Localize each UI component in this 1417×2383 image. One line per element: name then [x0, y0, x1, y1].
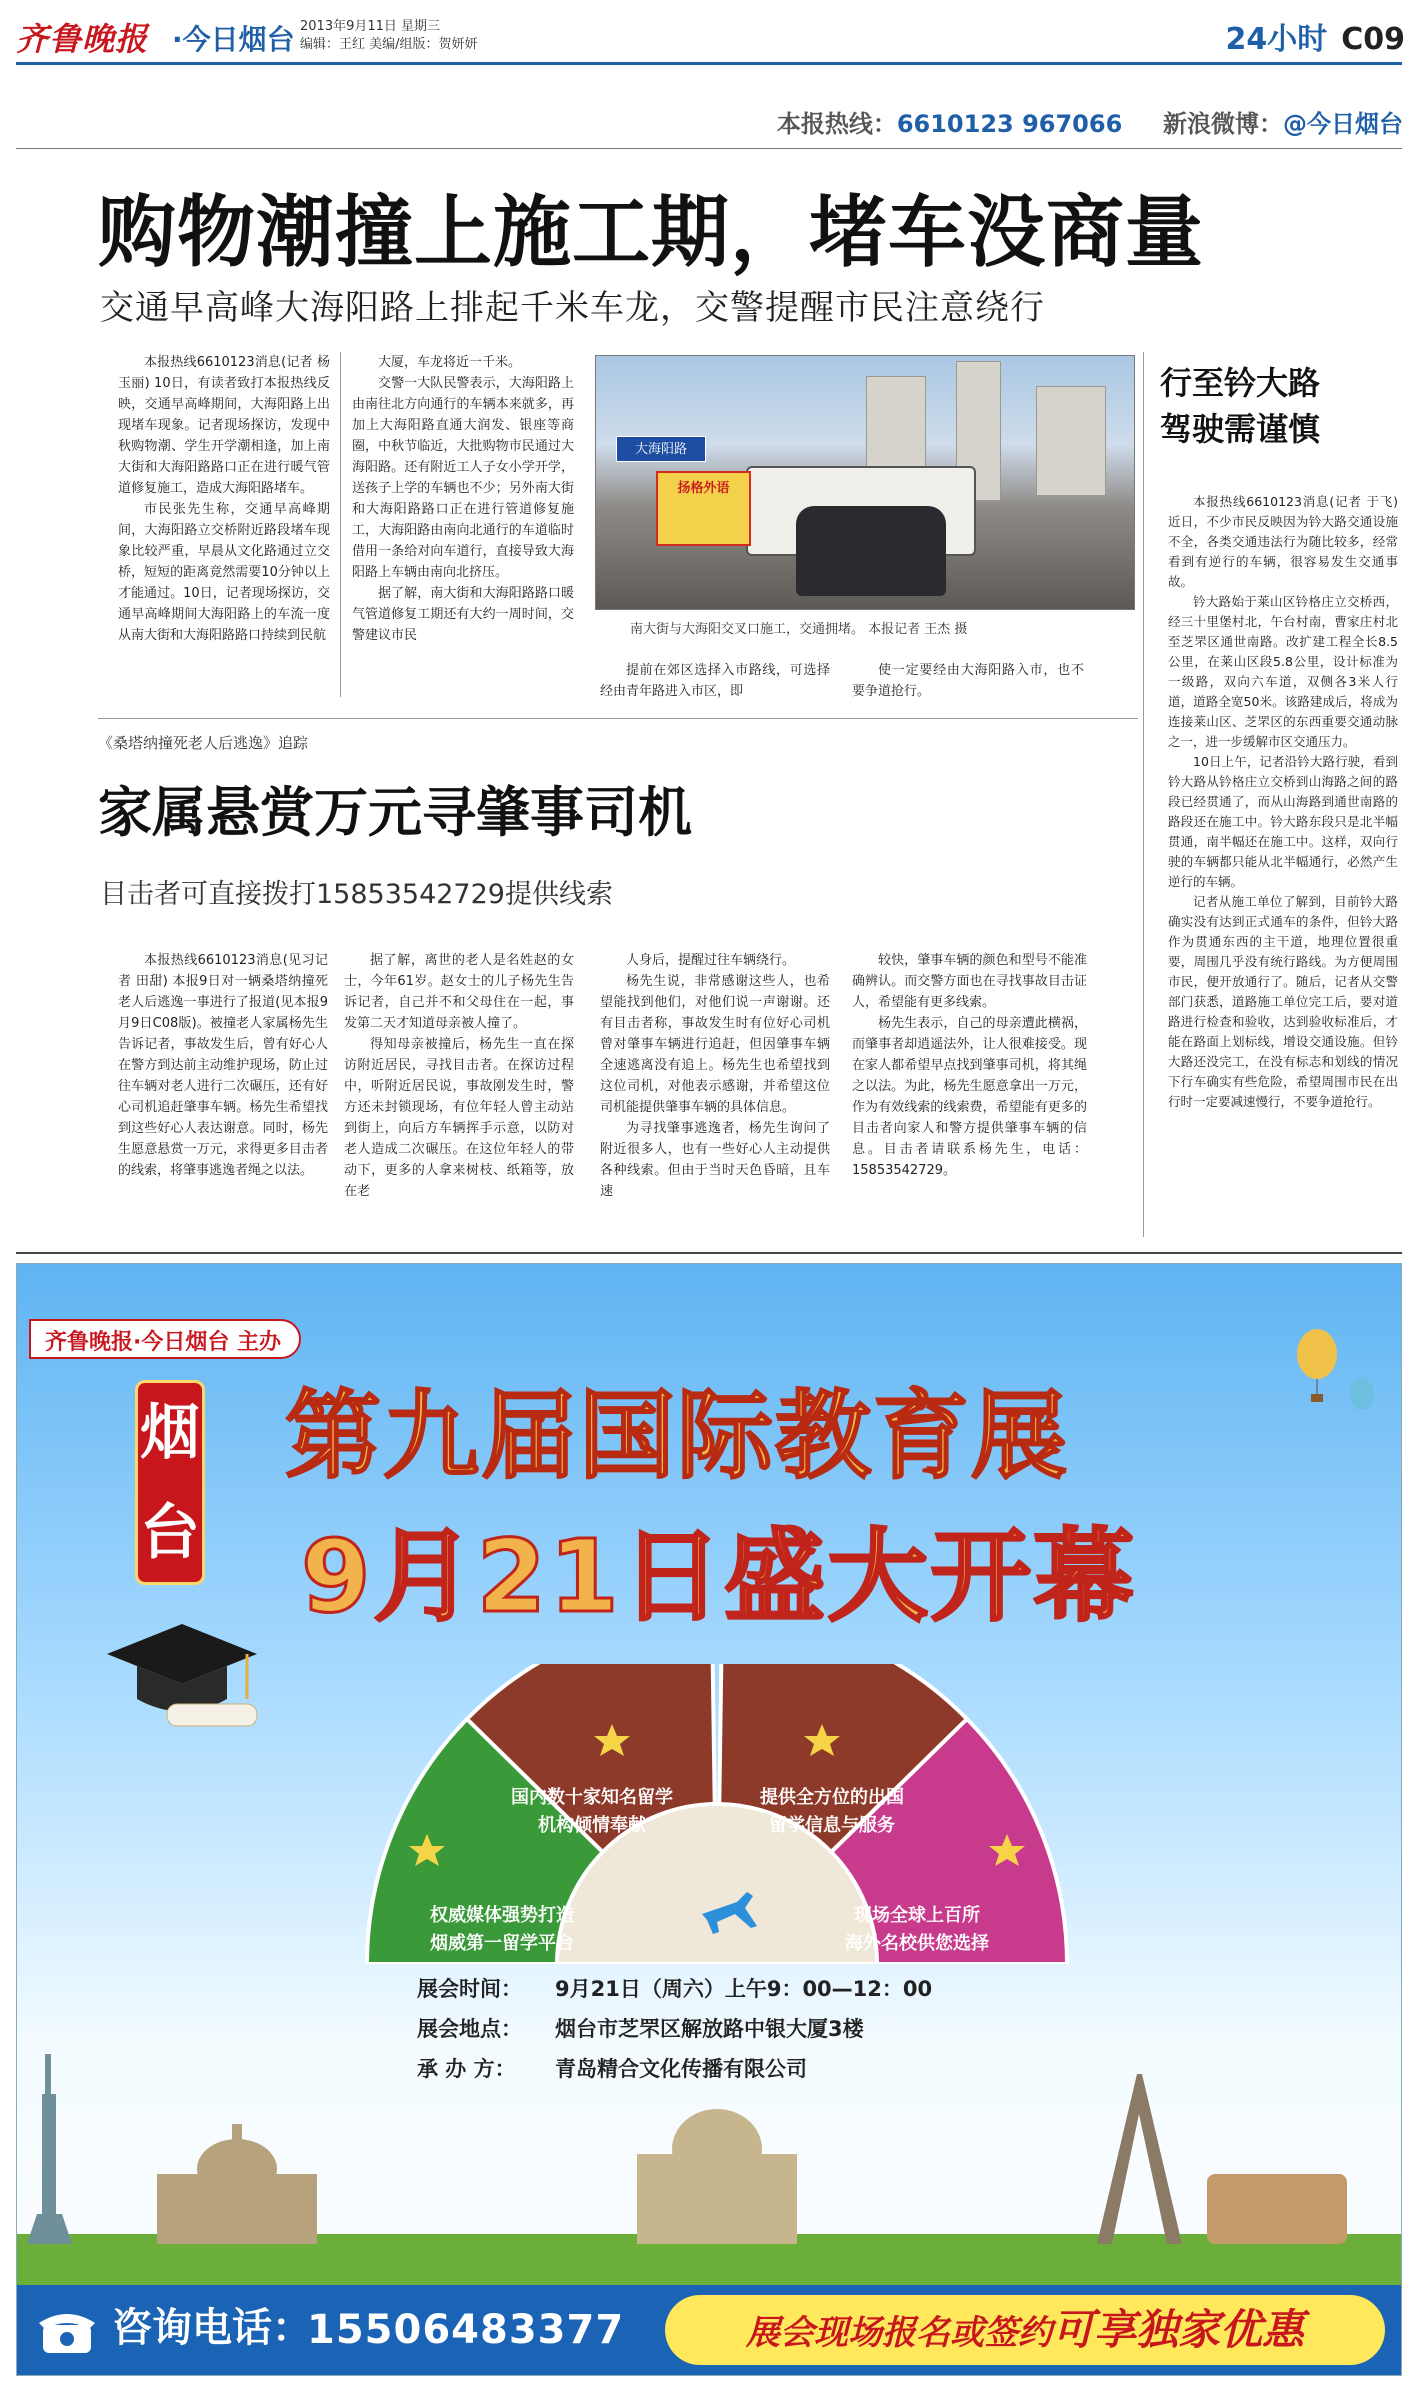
ad-phone-number: 15506483377 [307, 2307, 625, 2353]
ad-city-badge: 烟台 [135, 1380, 205, 1585]
ad-info-label: 展会地点： [417, 2017, 522, 2041]
story2-column-3 [600, 950, 830, 1240]
page-indicator [1225, 14, 1405, 58]
story1-column-1 [118, 352, 330, 697]
ad-info-value: 青岛精合文化传播有限公司 [555, 2057, 807, 2081]
paragraph: 10日上午，记者沿钤大路行驶，看到钤大路从钤格庄立交桥到山海路之间的路段已经贯通了，而从山海路到通世南路的路段还在施工中。钤大路东段只是北半幅贯通，南半幅还在施工中。这样，双向行驶的车辆都只能从北半幅通行，必然产生逆行的车辆。 [1168, 754, 1398, 889]
story1-column-2 [352, 352, 574, 697]
masthead-rule [16, 62, 1402, 65]
capitol-icon [157, 2124, 317, 2244]
sidebar-title-line: 驾驶需谨慎 [1160, 410, 1321, 448]
ad-promo-text: 展会现场报名或签约 [745, 2313, 1052, 2353]
fan-label-line: 提供全方位的出国 [760, 1787, 904, 1808]
fan-label-line: 国内数十家知名留学 [511, 1787, 673, 1808]
paragraph: 本报热线6610123消息(记者 杨玉丽) 10日，有读者致打本报热线反映，交通早高峰期间，大海阳路上出现堵车现象。记者现场探访，发现中秋购物潮、学生开学潮相逢，加上南大街和大海阳路路口正在进行暖气管道修复施工，造成大海阳路堵车。 [118, 355, 330, 496]
street-sign: 大海阳路 [616, 436, 706, 462]
story-divider [98, 718, 1138, 719]
education-expo-ad [16, 1263, 1402, 2376]
paragraph: 杨先生表示，自己的母亲遭此横祸，而肇事者却逍遥法外，让人很难接受。现在家人都希望早点找到肇事司机，将其绳之以法。为此，杨先生愿意拿出一万元，作为有效线索的线索费，希望能有更多的目击者向家人和警方提供肇事车辆的信息。目击者请联系杨先生，电话：15853542729。 [852, 1016, 1087, 1178]
fan-label [807, 1902, 1027, 1958]
dateline [300, 18, 478, 54]
hotline-label: 本报热线： [776, 110, 897, 138]
page-number: C09 [1341, 22, 1405, 57]
ad-info-value: 9月21日（周六）上午9：00—12：00 [555, 1977, 933, 2001]
statue-of-liberty-icon [27, 2054, 72, 2244]
section-name: ·今日烟台 [172, 23, 295, 56]
fan-label [717, 1784, 947, 1840]
sidebar-body [1168, 492, 1398, 1237]
story2-column-4 [852, 950, 1087, 1240]
weibo-label: 新浪微博： [1163, 110, 1283, 138]
paragraph: 杨先生说，非常感谢这些人，也希望能找到他们，对他们说一声谢谢。还有目击者称，事故发生时有位好心司机曾对肇事车辆进行追赶，但因肇事车辆全速逃离没有追上。杨先生也希望找到这位司机，对他表示感谢，并希望这位司机能提供肇事车辆的具体信息。 [600, 974, 830, 1115]
paragraph: 大厦，车龙将近一千米。 [378, 355, 522, 370]
paragraph: 本报热线6610123消息(记者 于飞) 近日，不少市民反映因为钤大路交通设施不全，各类交通违法行为随比较多，经常看到有逆行的车辆，很容易发生交通事故。 [1168, 494, 1398, 589]
ad-sponsor-badge: 齐鲁晚报·今日烟台 主办 [29, 1319, 301, 1359]
paragraph: 人身后，提醒过往车辆绕行。 [626, 953, 796, 968]
fan-label-line: 权威媒体强势打造 [430, 1905, 574, 1926]
paragraph: 为寻找肇事逃逸者，杨先生询问了附近很多人，也有一些好心人主动提供各种线索。但由于当时天色昏暗，且车速 [600, 1121, 830, 1199]
fan-label-line: 留学信息与服务 [769, 1815, 895, 1836]
fan-label-line: 海外名校供您选择 [845, 1933, 989, 1954]
paragraph: 提前在郊区选择入市路线，可选择经由青年路进入市区，即 [600, 663, 830, 699]
news-photo [595, 355, 1135, 610]
story2-column-1 [118, 950, 328, 1240]
ad-info-label: 承 办 方： [417, 2057, 516, 2081]
fan-label-line: 现场全球上百所 [854, 1905, 980, 1926]
colosseum-icon [1207, 2174, 1347, 2244]
ad-info-label: 展会时间： [417, 1977, 522, 2001]
landmarks-illustration [17, 2034, 1402, 2294]
story1-column-4 [852, 660, 1084, 702]
graduation-cap-icon [97, 1604, 267, 1744]
staff-text: 编辑：王红 美编/组版：贺妍妍 [300, 37, 478, 52]
ad-title-line1: 第九届国际教育展 [285, 1380, 1069, 1492]
shop-sign: 扬格外语 [656, 471, 751, 546]
paragraph: 使一定要经由大海阳路入市，也不要争道抢行。 [852, 663, 1084, 699]
paragraph: 据了解，南大街和大海阳路路口暖气管道修复工期还有大约一周时间，交警建议市民 [352, 586, 574, 643]
date-text: 2013年9月11日 星期三 [300, 19, 441, 34]
photo-caption: 南大街与大海阳交叉口施工，交通拥堵。 本报记者 王杰 摄 [630, 622, 968, 637]
story1-subhead: 交通早高峰大海阳路上排起千米车龙，交警提醒市民注意绕行 [100, 288, 1045, 328]
story2-column-2 [344, 950, 574, 1240]
story2-headline: 家属悬赏万元寻肇事司机 [98, 780, 692, 844]
cathedral-icon [637, 2109, 797, 2244]
sidebar-title [1160, 360, 1320, 452]
ad-promo-banner [665, 2295, 1385, 2365]
paragraph: 较快，肇事车辆的颜色和型号不能准确辨认。而交警方面也在寻找事故目击证人，希望能有更多线索。 [852, 953, 1087, 1010]
fan-label [392, 1902, 612, 1958]
building-shape [1036, 386, 1106, 496]
story2-kicker: 《桑塔纳撞死老人后逃逸》追踪 [98, 734, 309, 752]
paragraph: 得知母亲被撞后，杨先生一直在探访附近居民，寻找目击者。在探访过程中，听附近居民说，事故刚发生时，警方还未封锁现场，有位年轻人曾主动站到街上，向后方车辆挥手示意，以防对老人造成二次碾压。在这位年轻人的带动下，更多的人拿来树枝、纸箱等，放在老 [344, 1037, 574, 1199]
weibo-handle: @今日烟台 [1283, 110, 1403, 138]
ad-phone-label: 咨询电话： [112, 2305, 312, 2351]
eiffel-tower-icon [1097, 2074, 1182, 2244]
story1-headline: 购物潮撞上施工期，堵车没商量 [98, 187, 1205, 278]
paragraph: 据了解，离世的老人是名姓赵的女士，今年61岁。赵女士的儿子杨先生告诉记者，自己并不和父母住在一起，事发第二天才知道母亲被人撞了。 [344, 953, 574, 1031]
hotline-numbers: 6610123 967066 [896, 110, 1123, 138]
telephone-icon [37, 2305, 97, 2357]
fan-label-line: 机构倾情奉献 [538, 1815, 646, 1836]
paragraph: 市民张先生称，交通早高峰期间，大海阳路立交桥附近路段堵车现象比较严重，早晨从文化路通过立交桥，短短的距离竟然需要10分钟以上才能通过。10日，记者现场探访，交通早高峰期间大海阳路上的车流一度从南大街和大海阳路路口持续到民航 [118, 502, 330, 643]
balloon-icon [1287, 1324, 1387, 1444]
ad-divider [16, 1252, 1402, 1254]
newspaper-logo: 齐鲁晚报 [16, 20, 149, 58]
ad-info-row [417, 1969, 932, 2009]
ad-promo-highlight: 可享独家优惠 [1051, 2305, 1304, 2354]
channel-label: 24小时 [1225, 22, 1328, 57]
hotline-rule [16, 148, 1402, 149]
hotline-bar [777, 104, 1403, 139]
paragraph: 交警一大队民警表示，大海阳路上由南往北方向通行的车辆本来就多，再加上大海阳路直通大润发、银座等商圈，中秋节临近，大批购物市民通过大海阳路。还有附近工人子女小学开学，送孩子上学的车辆也不少；另外南大街和大海阳路路口正在进行管道修复施工，大海阳路由南向北通行的车道临时借用一条给对向车道行，直接导致大海阳路上车辆由南向北挤压。 [352, 376, 574, 580]
paragraph: 钤大路始于莱山区钤格庄立交桥西，经三十里堡村北，午台村南，曹家庄村北至芝罘区通世南路。改扩建工程全长8.5公里，在莱山区段5.8公里，设计标准为一级路，双向六车道，双侧各3米人行道，道路全宽50米。该路建成后，将成为连接莱山区、芝罘区的东西重要交通动脉之一，进一步缓解市区交通压力。 [1168, 594, 1398, 749]
column-divider [340, 352, 341, 697]
paragraph: 记者从施工单位了解到，目前钤大路确实没有达到正式通车的条件，但钤大路作为贯通东西的主干道，地理位置很重要，周围几乎没有统行路线。为方便周围市民，便开放通行了。随后，记者从交警部门获悉，道路施工单位完工后，要对道路进行检查和验收，达到验收标准后，才能在路面上划标线，增设交通设施。但钤大路还没完工，在没有标志和划线的情况下行车确实有些危险，希望周围市民在出行时一定要减速慢行，不要争道抢行。 [1168, 894, 1398, 1109]
ad-info-value: 烟台市芝罘区解放路中银大厦3楼 [555, 2017, 864, 2041]
paragraph: 本报热线6610123消息(见习记者 田甜) 本报9日对一辆桑塔纳撞死老人后逃逸一事进行了报道(见本报9月9日C08版)。被撞老人家属杨先生告诉记者，事故发生后，曾有好心人在警方到达前主动维护现场，防止过往车辆对老人进行二次碾压，还有好心司机追赶肇事车辆。杨先生希望找到这些好心人表达谢意。同时，杨先生愿意悬赏一万元，求得更多目击者的线索，将肇事逃逸者绳之以法。 [118, 953, 328, 1178]
fan-label-line: 烟威第一留学平台 [430, 1933, 574, 1954]
sidebar-title-line: 行至钤大路 [1160, 364, 1321, 402]
sidebar-divider [1143, 352, 1144, 1237]
story1-column-3 [600, 660, 830, 702]
story2-subhead: 目击者可直接拨打15853542729提供线索 [100, 879, 613, 910]
fan-label [477, 1784, 707, 1840]
ad-title-line2: 9月21日盛大开幕 [301, 1518, 1137, 1635]
car-shape [796, 506, 946, 596]
